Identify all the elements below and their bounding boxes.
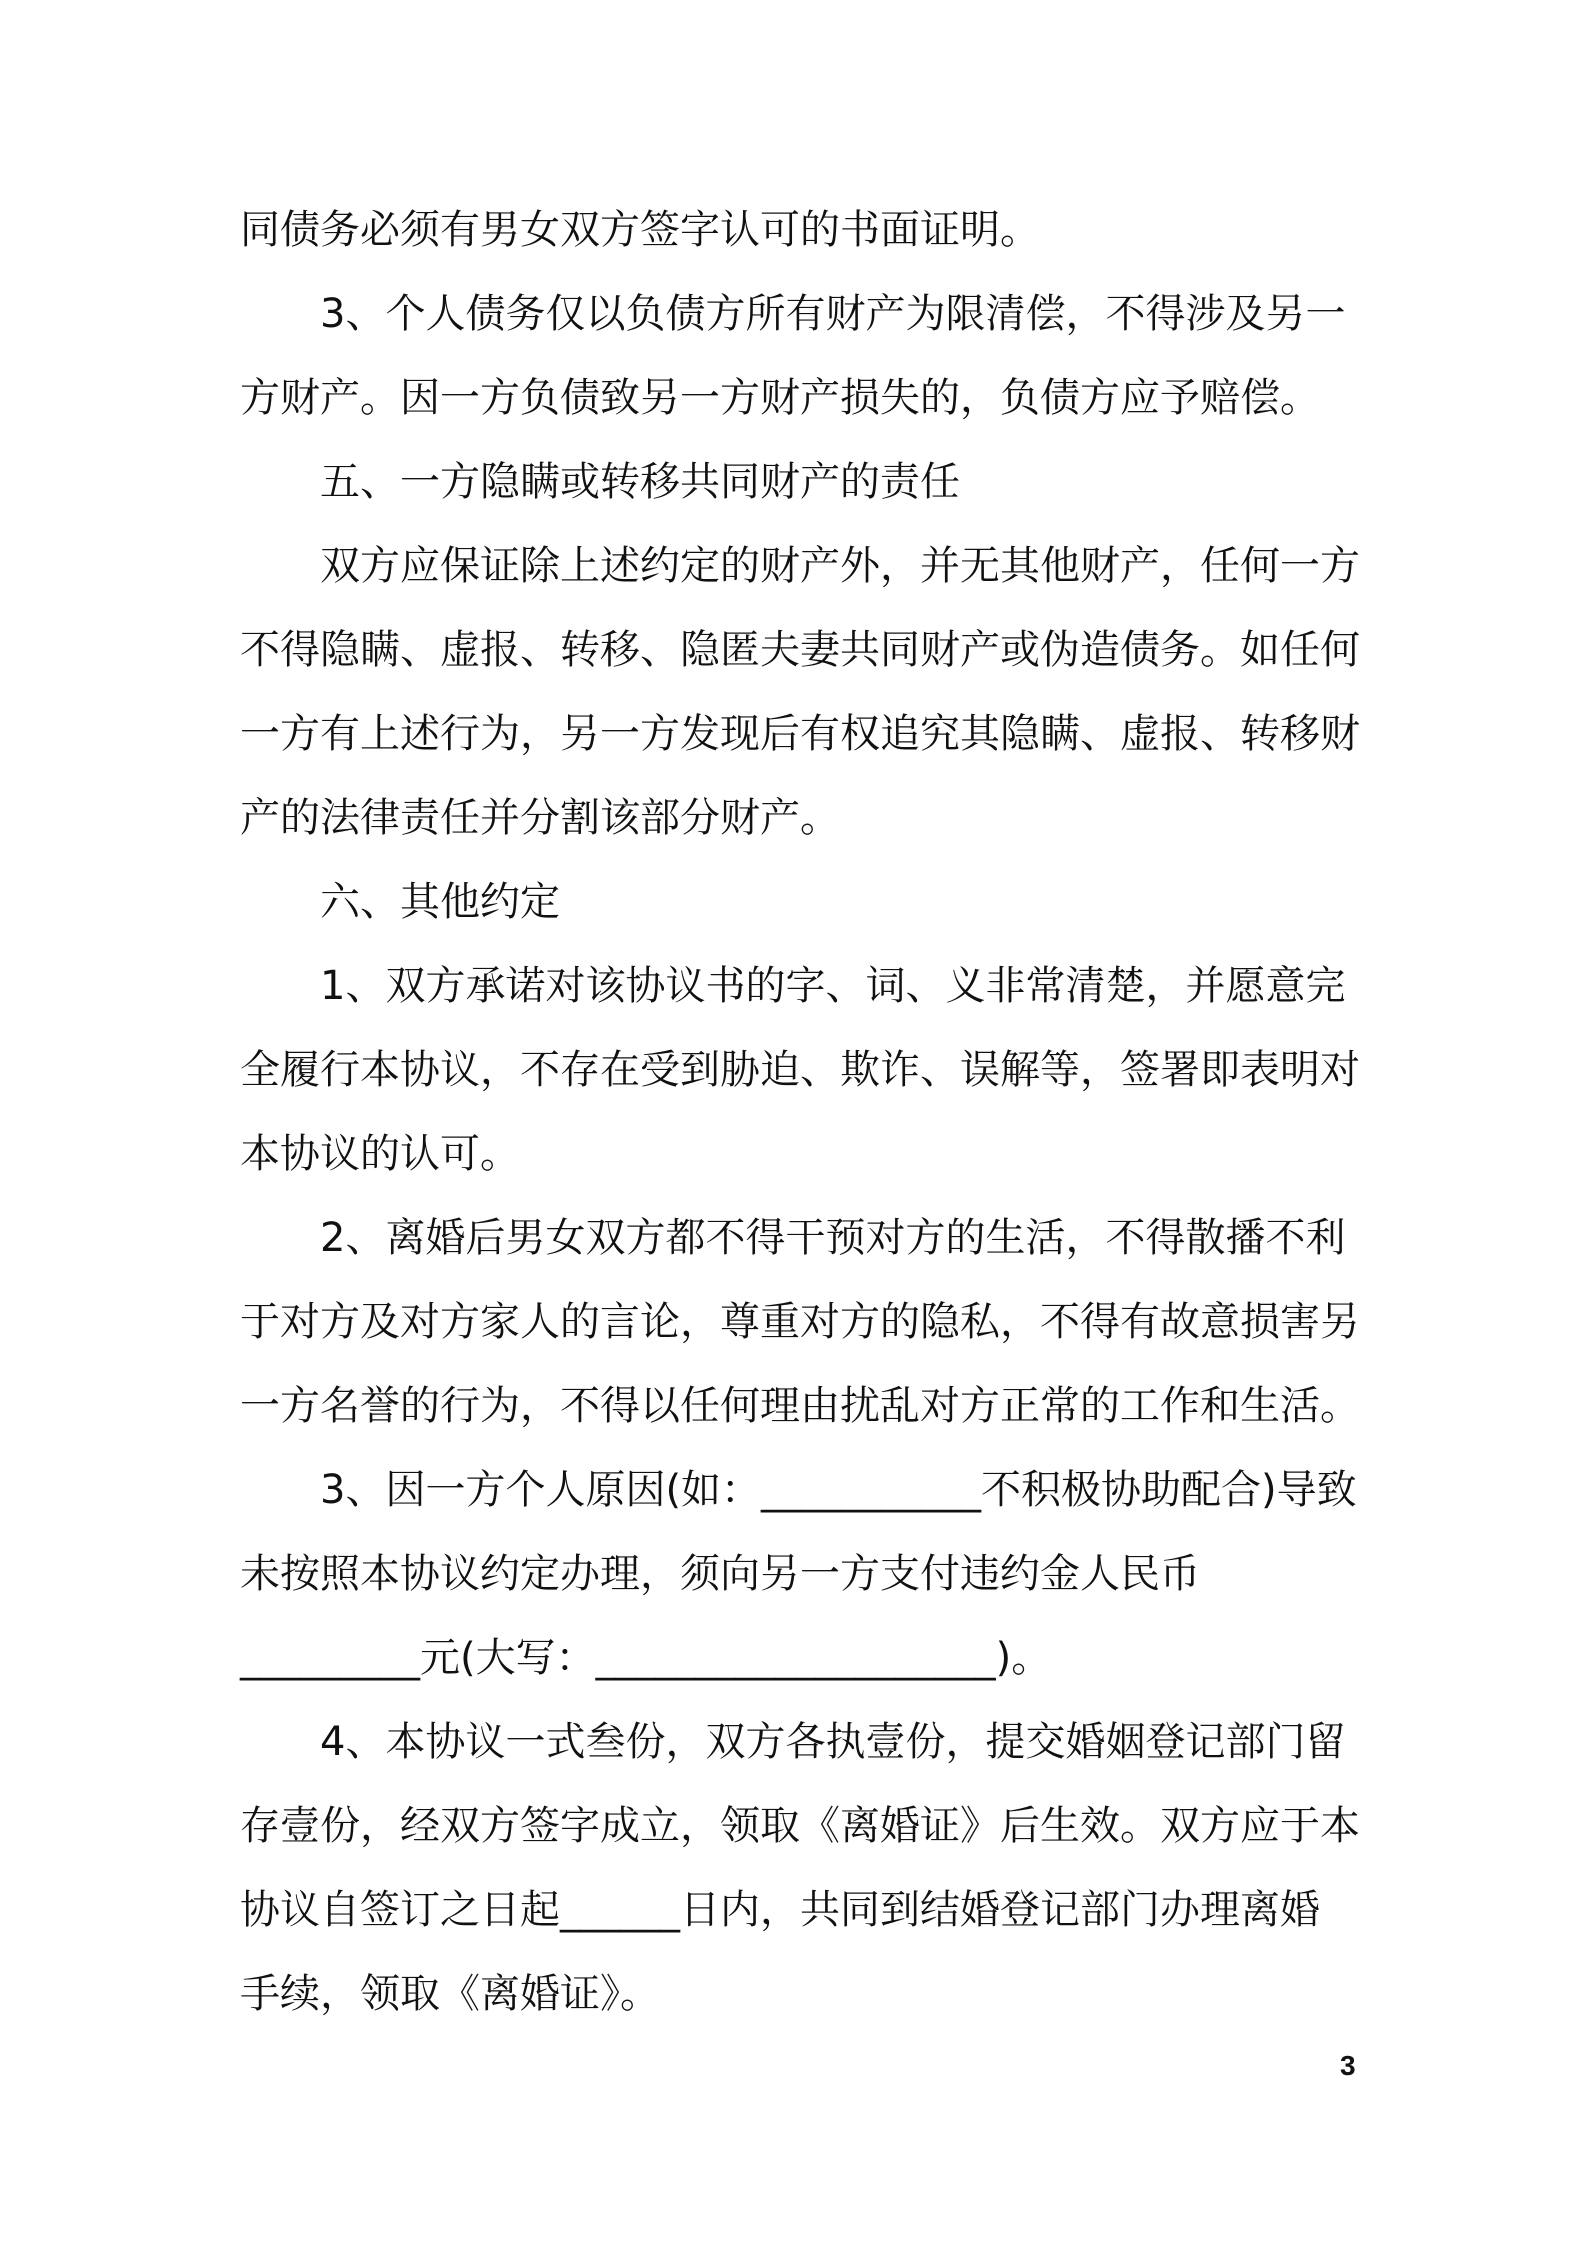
text-line: 手续，领取《离婚证》。 <box>240 1971 660 2017</box>
text-line: 3、因一方个人原因(如：___________不积极协助配合)导致 <box>320 1467 1357 1513</box>
page-number: 3 <box>1340 2050 1356 2081</box>
text-line: 本协议的认可。 <box>240 1131 520 1177</box>
text-line: 全履行本协议，不存在受到胁迫、欺诈、误解等，签署即表明对 <box>240 1047 1360 1093</box>
text-line: 1、双方承诺对该协议书的字、词、义非常清楚，并愿意完 <box>320 963 1346 1009</box>
text-line: 于对方及对方家人的言论，尊重对方的隐私，不得有故意损害另 <box>240 1299 1360 1345</box>
text-line: 同债务必须有男女双方签字认可的书面证明。 <box>240 207 1040 253</box>
document-body <box>240 188 1360 2036</box>
text-line: 2、离婚后男女双方都不得干预对方的生活，不得散播不利 <box>320 1215 1346 1261</box>
text-line: 未按照本协议约定办理，须向另一方支付违约金人民币 <box>240 1551 1200 1597</box>
section-heading: 五、一方隐瞒或转移共同财产的责任 <box>320 459 960 505</box>
text-line: 产的法律责任并分割该部分财产。 <box>240 795 840 841</box>
text-line: 4、本协议一式叁份，双方各执壹份，提交婚姻登记部门留 <box>320 1719 1346 1765</box>
text-line: 双方应保证除上述约定的财产外，并无其他财产，任何一方 <box>320 543 1360 589</box>
text-line: 3、个人债务仅以负债方所有财产为限清偿，不得涉及另一 <box>320 291 1346 337</box>
text-line: 协议自签订之日起______日内，共同到结婚登记部门办理离婚 <box>240 1887 1320 1933</box>
section-heading: 六、其他约定 <box>320 879 560 925</box>
text-line: 不得隐瞒、虚报、转移、隐匿夫妻共同财产或伪造债务。如任何 <box>240 627 1360 673</box>
text-line: _________元(大写：____________________)。 <box>240 1635 1052 1681</box>
text-line: 一方有上述行为，另一方发现后有权追究其隐瞒、虚报、转移财 <box>240 711 1360 757</box>
text-line: 一方名誉的行为，不得以任何理由扰乱对方正常的工作和生活。 <box>240 1383 1360 1429</box>
text-line: 方财产。因一方负债致另一方财产损失的，负债方应予赔偿。 <box>240 375 1320 421</box>
text-line: 存壹份，经双方签字成立，领取《离婚证》后生效。双方应于本 <box>240 1803 1360 1849</box>
